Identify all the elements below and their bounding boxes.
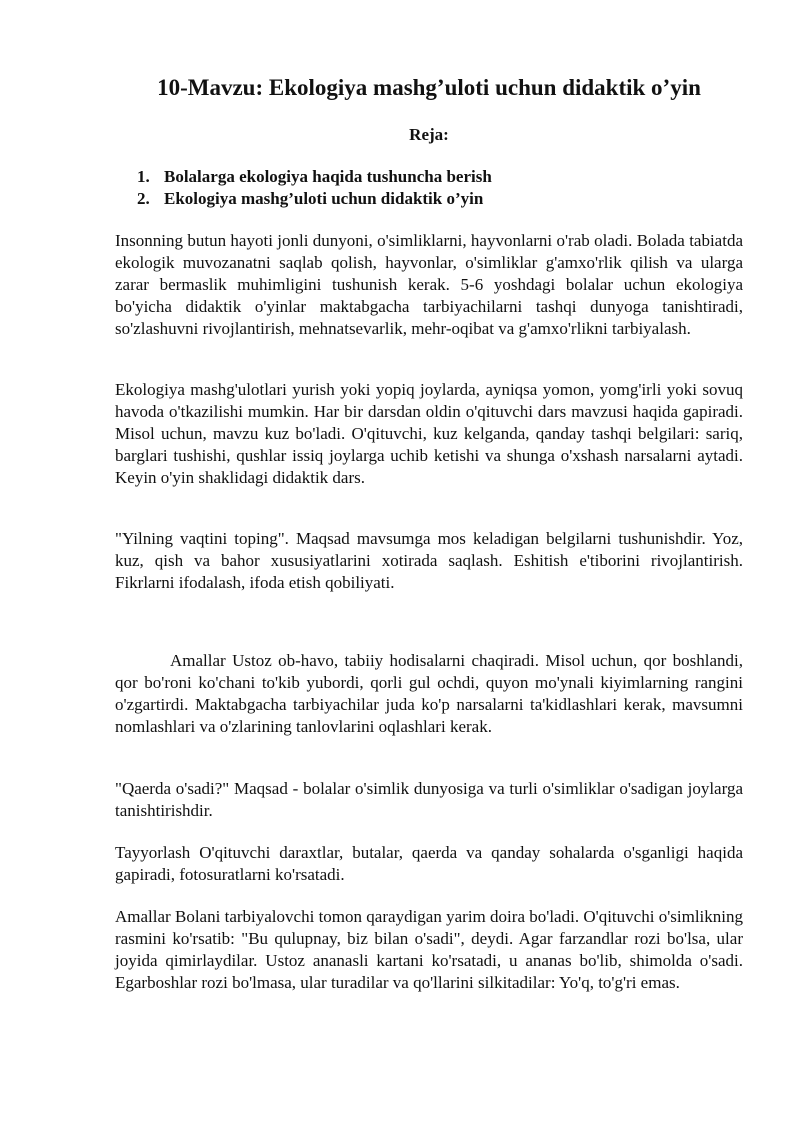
plan-item-number: 1. <box>137 167 150 186</box>
paragraph-ecology-lessons: Ekologiya mashg'ulotlari yurish yoki yopiq joylarda, ayniqsa yomon, yomg'irli yoki sovuq havoda o'tkazilishi mumkin. Har bir darsdan oldin o'qituvchi dars mavzusi haqida gapiradi. Misol uchun, mavzu kuz bo'ladi. O'qituvchi, kuz kelganda, qanday tashqi belgilari: sariq, barglari tushishi, qushlar issiq joylarga uchib ketishi va shunga o'xshash narsalarni aytadi. Keyin o'yin shaklidagi didaktik dars. <box>115 380 743 487</box>
plan-item <box>137 166 492 188</box>
paragraph-game-season-actions: Amallar Ustoz ob-havo, tabiiy hodisalarni chaqiradi. Misol uchun, qor boshlandi, qor bo'roni ko'chani to'kib yubordi, qorli gul ochdi, quyon mo'ynali kiyimlarning rangini o'zgartirdi. Maktabgacha tarbiyachilar juda ko'p narsalarni ta'kidlashlari kerak, mavsumni nomlashlari va o'zlarining tanlovlarini oqlashlari kerak. <box>115 651 743 736</box>
plan-item <box>137 188 492 210</box>
paragraph-where-grows-actions: Amallar Bolani tarbiyalovchi tomon qaraydigan yarim doira bo'ladi. O'qituvchi o'simlikning rasmini ko'rsatib: "Bu qulupnay, biz bilan o'sadi", deydi. Agar farzandlar rozi bo'lsa, ular joyida qimirlaydilar. Ustoz ananasli kartani ko'rsatadi, u ananas bo'lib, shimolda o'sadi. Egarboshlar rozi bo'lmasa, ular turadilar va qo'llarini silkitadilar: Yo'q, to'g'ri emas. <box>115 907 743 992</box>
paragraph-preparation: Tayyorlash O'qituvchi daraxtlar, butalar, qaerda va qanday sohalarda o'sganligi haqida gapiradi, fotosuratlarni ko'rsatadi. <box>115 843 743 884</box>
paragraph-game-season: "Yilning vaqtini toping". Maqsad mavsumga mos keladigan belgilarni tushunishdir. Yoz, kuz, qish va bahor xususiyatlarini xotirada saqlash. Eshitish e'tiborini rivojlantirish. Fikrlarni ifodalash, ifoda etish qobiliyati. <box>115 529 743 592</box>
plan-item-text: Ekologiya mashg’uloti uchun didaktik o’yin <box>164 189 484 208</box>
paragraph-game-where-grows: "Qaerda o'sadi?" Maqsad - bolalar o'simlik dunyosiga va turli o'simliklar o'sadigan joylarga tanishtirishdir. <box>115 779 743 820</box>
document-title: 10-Mavzu: Ekologiya mashg’uloti uchun didaktik o’yin <box>157 75 701 100</box>
plan-item-text: Bolalarga ekologiya haqida tushuncha berish <box>164 167 492 186</box>
plan-heading: Reja: <box>409 125 449 144</box>
plan-item-number: 2. <box>137 189 150 208</box>
plan-list <box>137 166 492 210</box>
paragraph-intro: Insonning butun hayoti jonli dunyoni, o'simliklarni, hayvonlarni o'rab oladi. Bolada tabiatda ekologik muvozanatni saqlab qolish, hayvonlar, o'simliklar g'amxo'rlik qilish va ularga zarar bermaslik muhimligini tushunish kerak. 5-6 yoshdagi bolalar uchun ekologiya bo'yicha didaktik o'yinlar maktabgacha tarbiyachilarni tashqi dunyoga tanishtiradi, so'zlashuvni rivojlantirish, mehnatsevarlik, mehr-oqibat va g'amxo'rlikni tarbiyalash. <box>115 231 743 338</box>
